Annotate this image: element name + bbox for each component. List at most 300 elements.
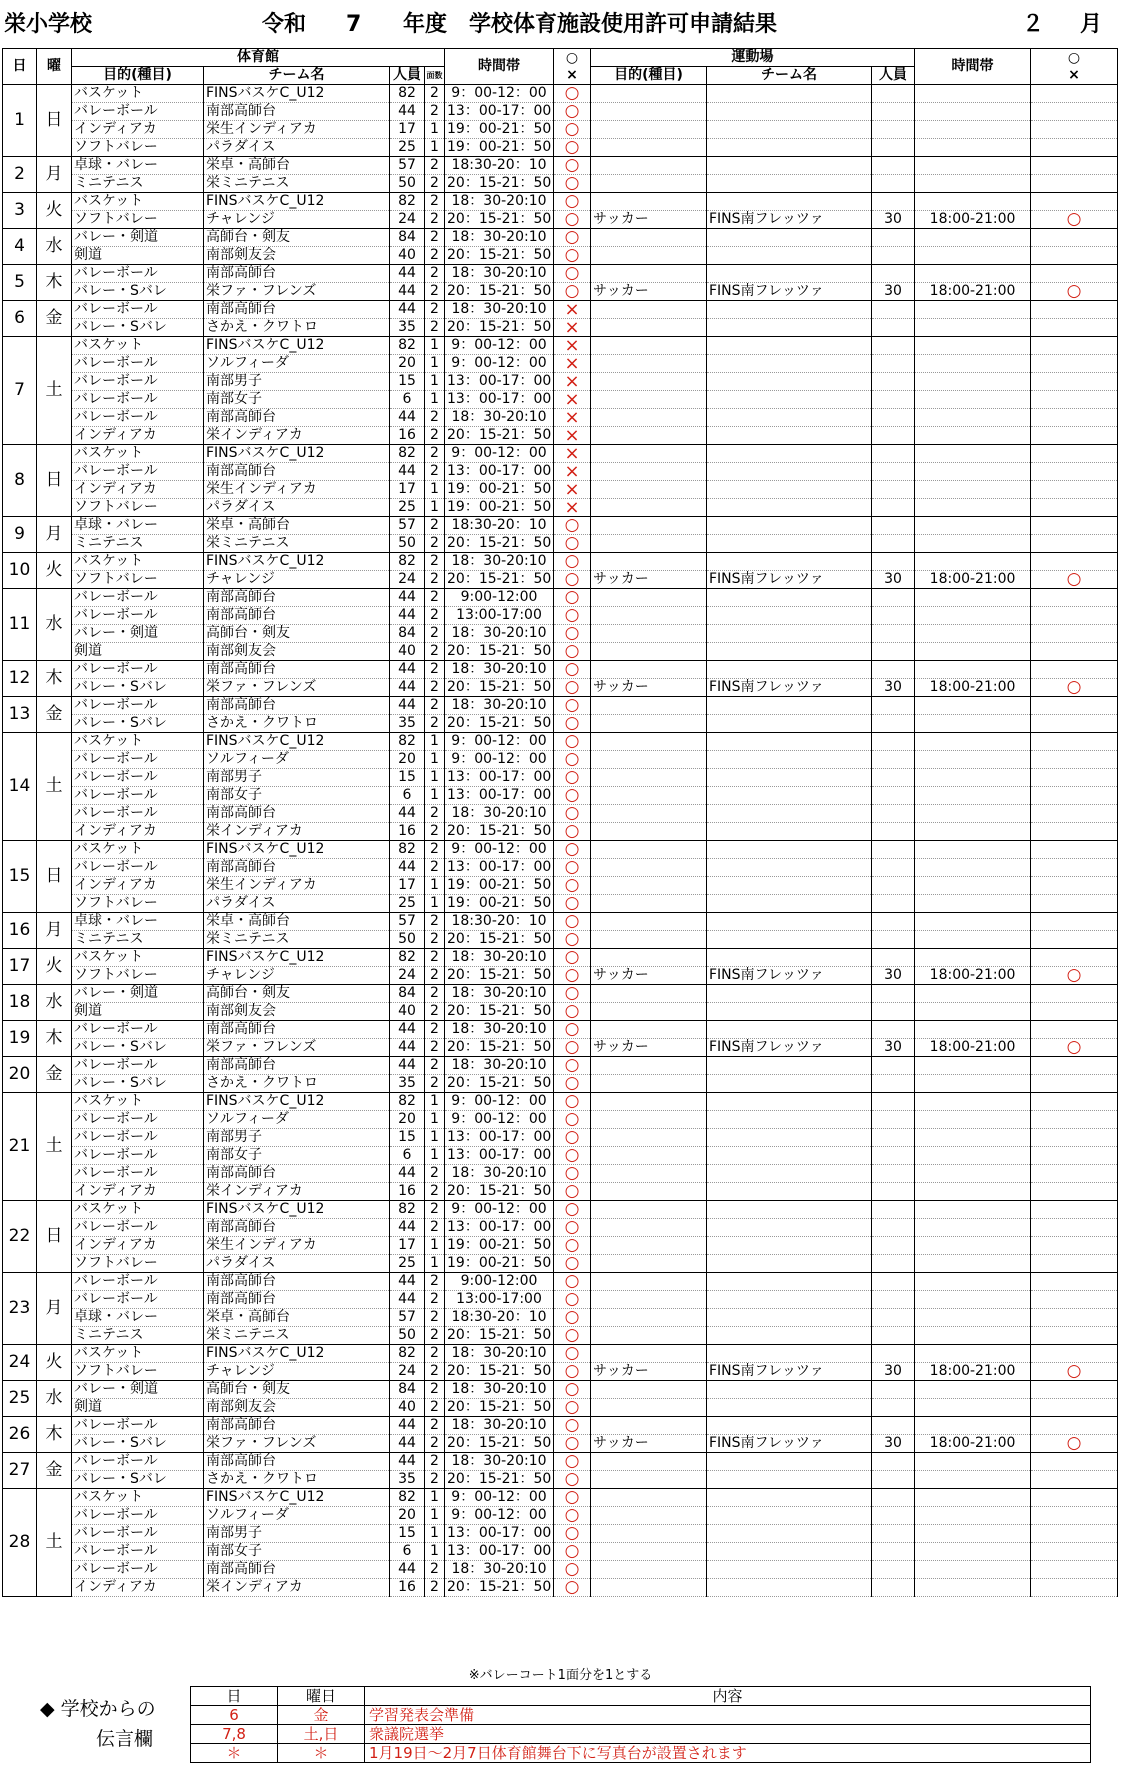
gym-time-cell: 13：00-17：00: [445, 1129, 554, 1147]
message-day-cell: 6: [191, 1706, 278, 1725]
gym-team-cell: 栄生インディアカ: [204, 1237, 390, 1255]
gym-team-cell: 南部男子: [204, 373, 390, 391]
ground-purpose-cell: [591, 1003, 707, 1021]
gym-purpose-cell: 卓球・バレー: [72, 913, 204, 931]
gym-time-cell: 20：15-21：50: [445, 967, 554, 985]
ground-team-cell: [707, 913, 872, 931]
ground-purpose-cell: [591, 553, 707, 571]
day-cell: 1: [3, 85, 37, 157]
ground-team-cell: [707, 805, 872, 823]
gym-team-cell: チャレンジ: [204, 571, 390, 589]
gym-team-cell: パラダイス: [204, 895, 390, 913]
gym-purpose-cell: ミニテニス: [72, 535, 204, 553]
gym-courts-cell: 2: [425, 985, 445, 1003]
gym-courts-cell: 2: [425, 247, 445, 265]
ground-mark-cell: [1031, 1579, 1118, 1597]
weekday-cell: 金: [37, 301, 72, 337]
ground-team-cell: [707, 157, 872, 175]
ground-time-cell: [915, 661, 1031, 679]
gym-people-cell: 44: [390, 1273, 425, 1291]
schedule-row: [3, 1057, 1118, 1075]
gym-purpose-cell: インディアカ: [72, 823, 204, 841]
ground-mark-cell: [1031, 1543, 1118, 1561]
ground-purpose-cell: [591, 409, 707, 427]
ground-purpose-cell: [591, 625, 707, 643]
ground-time-cell: [915, 1417, 1031, 1435]
gym-time-cell: 18：30-20:10: [445, 193, 554, 211]
gym-time-cell: 18：30-20:10: [445, 1057, 554, 1075]
approved-mark: ○: [554, 1219, 591, 1237]
gym-purpose-cell: バレーボール: [72, 1057, 204, 1075]
gym-people-cell: 15: [390, 1525, 425, 1543]
weekday-cell: 木: [37, 1021, 72, 1057]
ground-mark-cell: [1031, 1561, 1118, 1579]
approved-mark: ○: [554, 139, 591, 157]
ground-time-cell: [915, 373, 1031, 391]
schedule-row: [3, 373, 1118, 391]
ground-mark-cell: [1031, 265, 1118, 283]
mark-x-label: ×: [566, 66, 578, 83]
gym-courts-cell: 2: [425, 1075, 445, 1093]
ground-time-cell: [915, 157, 1031, 175]
gym-purpose-cell: バレーボール: [72, 1147, 204, 1165]
ground-time-cell: [915, 445, 1031, 463]
gym-courts-cell: 2: [425, 1471, 445, 1489]
ground-people-cell: [872, 391, 915, 409]
gym-purpose-cell: インディアカ: [72, 1237, 204, 1255]
ground-mark-cell: [1031, 1291, 1118, 1309]
ground-purpose-cell: [591, 589, 707, 607]
day-cell: 14: [3, 733, 37, 841]
gym-people-cell: 40: [390, 643, 425, 661]
gym-people-cell: 84: [390, 229, 425, 247]
ground-people-cell: [872, 1129, 915, 1147]
ground-mark-cell: [1031, 589, 1118, 607]
gym-courts-cell: 2: [425, 643, 445, 661]
ground-time-cell: [915, 409, 1031, 427]
message-content-cell: 学習発表会準備: [365, 1706, 1091, 1725]
gym-people-cell: 40: [390, 1399, 425, 1417]
weekday-cell: 木: [37, 1417, 72, 1453]
gym-people-cell: 6: [390, 787, 425, 805]
schedule-row: [3, 1129, 1118, 1147]
ground-time-cell: 18:00-21:00: [915, 1039, 1031, 1057]
gym-people-cell: 40: [390, 247, 425, 265]
gym-team-cell: 栄ミニテニス: [204, 535, 390, 553]
weekday-cell: 日: [37, 1201, 72, 1273]
ground-team-cell: [707, 1417, 872, 1435]
ground-team-cell: [707, 247, 872, 265]
court-note: ※バレーコート1面分を1とする: [468, 1668, 653, 1683]
gym-courts-cell: 1: [425, 1093, 445, 1111]
gym-purpose-cell: バレー・Sバレ: [72, 1435, 204, 1453]
schedule-row: [3, 319, 1118, 337]
gym-courts-cell: 2: [425, 1453, 445, 1471]
schedule-row: [3, 139, 1118, 157]
gym-courts-cell: 2: [425, 571, 445, 589]
ground-team-cell: [707, 409, 872, 427]
ground-purpose-cell: [591, 229, 707, 247]
gym-courts-cell: 2: [425, 625, 445, 643]
schedule-row: [3, 643, 1118, 661]
ground-mark-cell: [1031, 139, 1118, 157]
gym-time-cell: 20：15-21：50: [445, 1327, 554, 1345]
ground-people-cell: [872, 1345, 915, 1363]
approved-mark: ○: [1031, 679, 1118, 697]
ground-team-cell: [707, 643, 872, 661]
day-cell: 18: [3, 985, 37, 1021]
gym-courts-cell: 2: [425, 193, 445, 211]
ground-team-cell: [707, 1399, 872, 1417]
ground-team-cell: [707, 1237, 872, 1255]
schedule-row: [3, 553, 1118, 571]
message-day-cell: ＊: [191, 1744, 278, 1763]
ground-mark-cell: [1031, 1255, 1118, 1273]
ground-mark-cell: [1031, 373, 1118, 391]
schedule-row: [3, 211, 1118, 229]
ground-time-cell: [915, 985, 1031, 1003]
gym-team-cell: FINSバスケC_U12: [204, 553, 390, 571]
gym-courts-cell: 1: [425, 1255, 445, 1273]
ground-purpose-cell: [591, 445, 707, 463]
gym-time-cell: 18：30-20:10: [445, 409, 554, 427]
ground-mark-cell: [1031, 553, 1118, 571]
weekday-cell: 金: [37, 1453, 72, 1489]
ground-time-cell: [915, 1489, 1031, 1507]
ground-purpose-cell: [591, 517, 707, 535]
approved-mark: ○: [554, 1417, 591, 1435]
ground-time-cell: [915, 265, 1031, 283]
gym-time-cell: 18:30-20：10: [445, 157, 554, 175]
approved-mark: ○: [554, 85, 591, 103]
schedule-row: [3, 1147, 1118, 1165]
schedule-row: [3, 157, 1118, 175]
gym-team-cell: 南部高師台: [204, 1165, 390, 1183]
ground-purpose-cell: [591, 877, 707, 895]
schedule-row: [3, 769, 1118, 787]
gym-people-cell: 57: [390, 517, 425, 535]
gym-time-cell: 18：30-20:10: [445, 661, 554, 679]
gym-courts-cell: 1: [425, 751, 445, 769]
weekday-cell: 火: [37, 1345, 72, 1381]
schedule-row: [3, 175, 1118, 193]
day-cell: 25: [3, 1381, 37, 1417]
schedule-row: [3, 1111, 1118, 1129]
weekday-cell: 火: [37, 949, 72, 985]
ground-purpose-cell: [591, 427, 707, 445]
ground-people-cell: [872, 769, 915, 787]
gym-team-cell: 南部高師台: [204, 1021, 390, 1039]
gym-team-cell: ソルフィーダ: [204, 751, 390, 769]
gym-team-cell: チャレンジ: [204, 211, 390, 229]
gym-team-cell: 栄生インディアカ: [204, 481, 390, 499]
gym-team-cell: 栄インディアカ: [204, 823, 390, 841]
weekday-cell: 月: [37, 517, 72, 553]
approved-mark: ○: [554, 1525, 591, 1543]
approved-mark: ○: [554, 1165, 591, 1183]
gym-time-cell: 20：15-21：50: [445, 931, 554, 949]
ground-team-cell: [707, 1525, 872, 1543]
gym-purpose-cell: バレーボール: [72, 589, 204, 607]
schedule-row: [3, 1219, 1118, 1237]
gym-people-cell: 20: [390, 355, 425, 373]
gym-team-cell: ソルフィーダ: [204, 355, 390, 373]
rejected-mark: ×: [554, 391, 591, 409]
ground-team-cell: [707, 823, 872, 841]
ground-people-cell: [872, 157, 915, 175]
ground-people-cell: [872, 337, 915, 355]
schedule-row: [3, 949, 1118, 967]
ground-people-cell: [872, 121, 915, 139]
gym-time-cell: 18：30-20:10: [445, 625, 554, 643]
weekday-cell: 木: [37, 661, 72, 697]
gym-people-cell: 24: [390, 967, 425, 985]
approved-mark: ○: [554, 1057, 591, 1075]
gym-time-cell: 20：15-21：50: [445, 1039, 554, 1057]
gym-courts-cell: 2: [425, 535, 445, 553]
gym-team-cell: 高師台・剣友: [204, 625, 390, 643]
gym-courts-cell: 2: [425, 1219, 445, 1237]
gym-purpose-cell: バレー・剣道: [72, 625, 204, 643]
gym-purpose-cell: バスケット: [72, 949, 204, 967]
gym-team-cell: 南部高師台: [204, 1561, 390, 1579]
ground-team-cell: [707, 895, 872, 913]
gym-team-cell: 栄生インディアカ: [204, 877, 390, 895]
ground-team-cell: FINS南フレッツァ: [707, 211, 872, 229]
ground-time-cell: 18:00-21:00: [915, 571, 1031, 589]
ground-time-cell: [915, 481, 1031, 499]
approved-mark: ○: [554, 1147, 591, 1165]
schedule-row: [3, 913, 1118, 931]
ground-team-cell: [707, 1057, 872, 1075]
ground-time-cell: [915, 1309, 1031, 1327]
era-name: 令和: [262, 12, 307, 37]
gym-team-cell: 南部高師台: [204, 697, 390, 715]
ground-mark-cell: [1031, 1309, 1118, 1327]
schedule-row: [3, 931, 1118, 949]
gym-purpose-cell: バレー・剣道: [72, 229, 204, 247]
gym-time-cell: 13：00-17：00: [445, 463, 554, 481]
approved-mark: ○: [554, 679, 591, 697]
ground-team-cell: [707, 625, 872, 643]
ground-time-cell: [915, 1165, 1031, 1183]
gym-courts-cell: 2: [425, 1417, 445, 1435]
ground-time-cell: [915, 625, 1031, 643]
message-weekday-cell: ＊: [278, 1744, 365, 1763]
gym-time-cell: 9：00-12：00: [445, 1489, 554, 1507]
ground-mark-cell: [1031, 715, 1118, 733]
schedule-row: [3, 1255, 1118, 1273]
ground-team-cell: [707, 1165, 872, 1183]
gym-team-cell: 栄インディアカ: [204, 1183, 390, 1201]
gym-time-cell: 13:00-17:00: [445, 607, 554, 625]
ground-team-cell: [707, 463, 872, 481]
gym-team-cell: 栄卓・高師台: [204, 1309, 390, 1327]
ground-team-cell: [707, 1129, 872, 1147]
gym-team-cell: 南部男子: [204, 1129, 390, 1147]
ground-time-cell: [915, 1291, 1031, 1309]
gym-purpose-cell: バレーボール: [72, 373, 204, 391]
ground-team-cell: [707, 391, 872, 409]
gym-people-cell: 16: [390, 823, 425, 841]
gym-purpose-cell: 剣道: [72, 247, 204, 265]
gym-purpose-cell: バレーボール: [72, 301, 204, 319]
ground-purpose-cell: [591, 1201, 707, 1219]
ground-people-cell: [872, 625, 915, 643]
ground-team-cell: [707, 1561, 872, 1579]
gym-time-cell: 19：00-21：50: [445, 895, 554, 913]
gym-people-cell: 6: [390, 1147, 425, 1165]
gym-time-cell: 13：00-17：00: [445, 1147, 554, 1165]
ground-people-cell: [872, 1489, 915, 1507]
ground-people-cell: [872, 301, 915, 319]
gym-purpose-cell: バスケット: [72, 553, 204, 571]
ground-people-cell: [872, 877, 915, 895]
schedule-row: [3, 409, 1118, 427]
gym-courts-cell: 2: [425, 553, 445, 571]
ground-team-cell: [707, 337, 872, 355]
ground-people-cell: [872, 265, 915, 283]
ground-mark-cell: [1031, 1165, 1118, 1183]
gym-time-cell: 9：00-12：00: [445, 751, 554, 769]
gym-purpose-cell: バレー・剣道: [72, 1381, 204, 1399]
gym-time-cell: 20：15-21：50: [445, 571, 554, 589]
day-cell: 11: [3, 589, 37, 661]
ground-time-cell: [915, 859, 1031, 877]
gym-people-cell: 44: [390, 1039, 425, 1057]
ground-time-cell: [915, 463, 1031, 481]
gym-people-cell: 82: [390, 337, 425, 355]
approved-mark: ○: [554, 1129, 591, 1147]
gym-courts-cell: 2: [425, 229, 445, 247]
ground-purpose-cell: サッカー: [591, 211, 707, 229]
ground-team-cell: [707, 877, 872, 895]
ground-people-cell: [872, 193, 915, 211]
mark-o-label: ○: [1067, 49, 1081, 66]
ground-mark-cell: [1031, 1183, 1118, 1201]
gym-time-cell: 9：00-12：00: [445, 337, 554, 355]
ground-time-cell: [915, 1453, 1031, 1471]
gym-purpose-cell: ミニテニス: [72, 1327, 204, 1345]
ground-mark-cell: [1031, 841, 1118, 859]
ground-team-cell: [707, 373, 872, 391]
approved-mark: ○: [554, 661, 591, 679]
gym-team-cell: 栄ミニテニス: [204, 1327, 390, 1345]
gym-purpose-cell: バレー・Sバレ: [72, 1075, 204, 1093]
ground-team-cell: [707, 859, 872, 877]
gym-purpose-cell: バレー・Sバレ: [72, 319, 204, 337]
ground-time-cell: [915, 697, 1031, 715]
gym-courts-cell: 2: [425, 841, 445, 859]
gym-time-cell: 20：15-21：50: [445, 211, 554, 229]
ground-people-cell: [872, 787, 915, 805]
gym-people-cell: 40: [390, 1003, 425, 1021]
gym-team-cell: 南部剣友会: [204, 1399, 390, 1417]
ground-mark-cell: [1031, 1273, 1118, 1291]
gym-people-cell: 84: [390, 625, 425, 643]
page-header: [0, 0, 1121, 48]
ground-team-cell: [707, 1273, 872, 1291]
ground-purpose-cell: [591, 931, 707, 949]
schedule-row: [3, 193, 1118, 211]
approved-mark: ○: [554, 1327, 591, 1345]
day-cell: 4: [3, 229, 37, 265]
schedule-row: [3, 985, 1118, 1003]
ground-time-cell: [915, 841, 1031, 859]
approved-mark: ○: [554, 967, 591, 985]
gym-time-cell: 20：15-21：50: [445, 535, 554, 553]
ground-mark-cell: [1031, 1021, 1118, 1039]
gym-courts-cell: 2: [425, 1309, 445, 1327]
ground-mark-cell: [1031, 697, 1118, 715]
schedule-row: [3, 823, 1118, 841]
weekday-cell: 月: [37, 913, 72, 949]
ground-purpose-cell: [591, 1525, 707, 1543]
gym-team-cell: 南部高師台: [204, 1291, 390, 1309]
gym-purpose-cell: バスケット: [72, 1093, 204, 1111]
weekday-cell: 土: [37, 1489, 72, 1597]
ground-time-cell: [915, 1579, 1031, 1597]
schedule-row: [3, 517, 1118, 535]
gym-courts-cell: 1: [425, 769, 445, 787]
gym-time-cell: 18：30-20:10: [445, 553, 554, 571]
ground-purpose-cell: [591, 121, 707, 139]
schedule-row: [3, 355, 1118, 373]
ground-mark-cell: [1031, 1219, 1118, 1237]
schedule-row: [3, 121, 1118, 139]
ground-people-cell: 30: [872, 571, 915, 589]
ground-purpose-cell: [591, 823, 707, 841]
approved-mark: ○: [554, 1039, 591, 1057]
msg-col-content: 内容: [365, 1687, 1091, 1706]
gym-time-cell: 19：00-21：50: [445, 121, 554, 139]
ground-mark-cell: [1031, 517, 1118, 535]
ground-purpose-cell: [591, 1255, 707, 1273]
ground-people-cell: 30: [872, 283, 915, 301]
gym-purpose-cell: バレー・Sバレ: [72, 679, 204, 697]
ground-time-cell: [915, 1201, 1031, 1219]
gym-people-cell: 57: [390, 157, 425, 175]
gym-people-cell: 44: [390, 679, 425, 697]
gym-time-cell: 18：30-20:10: [445, 229, 554, 247]
approved-mark: ○: [554, 1309, 591, 1327]
ground-team-cell: [707, 1255, 872, 1273]
weekday-cell: 火: [37, 553, 72, 589]
ground-mark-cell: [1031, 859, 1118, 877]
ground-time-cell: [915, 427, 1031, 445]
ground-people-cell: [872, 823, 915, 841]
ground-mark-cell: [1031, 355, 1118, 373]
weekday-cell: 土: [37, 337, 72, 445]
ground-people-cell: 30: [872, 211, 915, 229]
gym-time-cell: 20：15-21：50: [445, 1363, 554, 1381]
gym-courts-cell: 2: [425, 445, 445, 463]
gym-purpose-cell: インディアカ: [72, 1579, 204, 1597]
weekday-cell: 月: [37, 157, 72, 193]
col-ground: 運動場: [591, 49, 915, 67]
ground-mark-cell: [1031, 427, 1118, 445]
gym-team-cell: FINSバスケC_U12: [204, 445, 390, 463]
ground-purpose-cell: サッカー: [591, 1039, 707, 1057]
message-weekday-cell: 金: [278, 1706, 365, 1725]
ground-mark-cell: [1031, 463, 1118, 481]
ground-people-cell: [872, 229, 915, 247]
gym-team-cell: 南部剣友会: [204, 643, 390, 661]
gym-courts-cell: 1: [425, 355, 445, 373]
ground-mark-cell: [1031, 1129, 1118, 1147]
message-row: [191, 1744, 1091, 1763]
gym-purpose-cell: インディアカ: [72, 121, 204, 139]
